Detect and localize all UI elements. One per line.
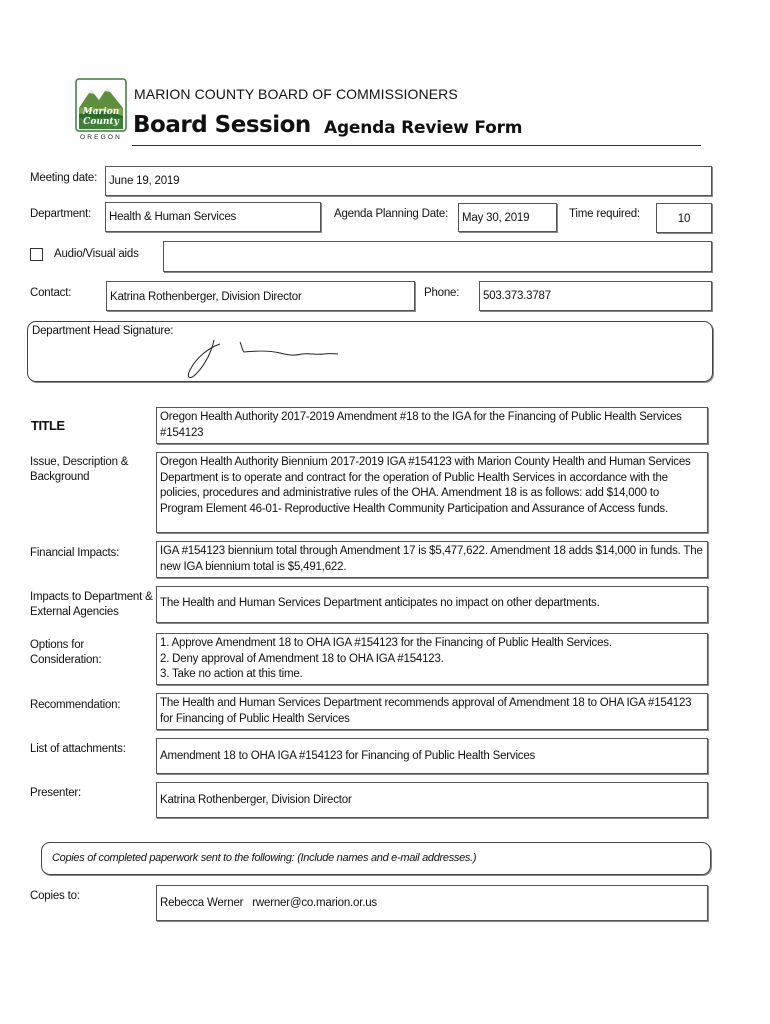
issue-label: Issue, Description & Background	[30, 456, 129, 483]
recommendation-label: Recommendation:	[30, 699, 121, 711]
phone-field[interactable]	[479, 281, 712, 311]
time-required-label: Time required:	[569, 208, 640, 220]
impacts-label: Impacts to Department & External Agencies	[30, 591, 153, 618]
issue-value: Oregon Health Authority Biennium 2017-2019 IGA #154123 with Marion County Health and Human Services Department is to operate and contract for the operation of Public Health Services in accordance with the policies, procedures and administrative rules of the OHA. Amendment 18 is as follows: add $14,000 to Program Element 46-01- Reproductive Health Community Participation and Assurance of Access funds.	[160, 456, 691, 515]
phone-value: 503.373.3787	[483, 290, 551, 302]
signature-label: Department Head Signature:	[32, 325, 174, 337]
meeting-date-value: June 19, 2019	[109, 175, 180, 187]
department-value: Health & Human Services	[109, 211, 237, 223]
options-field[interactable]	[156, 633, 708, 685]
option-item-2: 2. Deny approval of Amendment 18 to OHA IGA #154123.	[160, 652, 444, 665]
options-label: Options for Consideration:	[30, 639, 102, 666]
presenter-value: Katrina Rothenberger, Division Director	[160, 794, 352, 806]
option-item-1: 1. Approve Amendment 18 to OHA IGA #154123 for the Financing of Public Health Services.	[160, 637, 612, 649]
copies-note: Copies of completed paperwork sent to the following: (Include names and e-mail addresses.)	[52, 852, 477, 864]
recommendation-value: The Health and Human Services Department recommends approval of Amendment 18 to OHA IGA #154123 for Financing of Public Health Services	[160, 697, 692, 725]
time-required-value: 10	[677, 213, 691, 225]
form-title-sub: Agenda Review Form	[324, 118, 523, 138]
attachments-label: List of attachments:	[30, 743, 126, 755]
logo-text-county: County	[83, 117, 119, 127]
form-title-main: Board Session	[133, 112, 311, 138]
issue-field[interactable]	[156, 452, 708, 533]
impacts-field[interactable]	[156, 586, 708, 623]
presenter-label: Presenter:	[30, 787, 82, 799]
title-value: Oregon Health Authority 2017-2019 Amendment #18 to the IGA for the Financing of Public Health Services #154123	[160, 411, 682, 439]
department-field[interactable]	[105, 202, 321, 232]
meeting-date-label: Meeting date:	[30, 172, 98, 184]
option-item-3: 3. Take no action at this time.	[160, 668, 303, 680]
planning-date-field[interactable]	[458, 203, 557, 232]
header-rule	[132, 145, 701, 146]
logo-text-oregon: OREGON	[79, 134, 123, 141]
meeting-date-field[interactable]	[105, 166, 712, 196]
county-logo	[75, 78, 127, 146]
contact-field[interactable]	[106, 281, 415, 311]
financial-field[interactable]	[156, 541, 708, 578]
time-required-field[interactable]	[656, 203, 712, 233]
contact-label: Contact:	[30, 287, 72, 299]
title-field[interactable]	[156, 407, 708, 444]
attachments-field[interactable]	[156, 738, 708, 774]
attachments-value: Amendment 18 to OHA IGA #154123 for Financing of Public Health Services	[160, 750, 536, 762]
contact-value: Katrina Rothenberger, Division Director	[110, 291, 302, 303]
audio-visual-field[interactable]	[163, 241, 712, 272]
audio-visual-label: Audio/Visual aids	[54, 248, 139, 260]
presenter-field[interactable]	[156, 782, 708, 818]
audio-visual-value	[164, 242, 711, 246]
copies-to-field[interactable]	[156, 885, 708, 921]
copies-to-value: Rebecca Werner rwerner@co.marion.or.us	[160, 897, 377, 909]
copies-note-box	[41, 842, 711, 875]
impacts-value: The Health and Human Services Department anticipates no impact on other departments.	[160, 597, 600, 609]
planning-date-label: Agenda Planning Date:	[334, 208, 449, 220]
handwritten-signature	[184, 336, 344, 380]
financial-label: Financial Impacts:	[30, 547, 120, 559]
audio-visual-checkbox[interactable]	[30, 248, 43, 261]
recommendation-field[interactable]	[156, 693, 708, 730]
financial-value: IGA #154123 biennium total through Amendment 17 is $5,477,622. Amendment 18 adds $14,000 in funds. The new IGA biennium total is $5,491,622.	[160, 545, 703, 573]
phone-label: Phone:	[424, 287, 460, 299]
department-label: Department:	[30, 208, 92, 220]
copies-to-label: Copies to:	[30, 890, 80, 902]
planning-date-value: May 30, 2019	[462, 212, 530, 224]
logo-text-marion: Marion	[82, 107, 120, 117]
organization-name: MARION COUNTY BOARD OF COMMISSIONERS	[134, 86, 458, 102]
title-label: TITLE	[31, 418, 65, 433]
